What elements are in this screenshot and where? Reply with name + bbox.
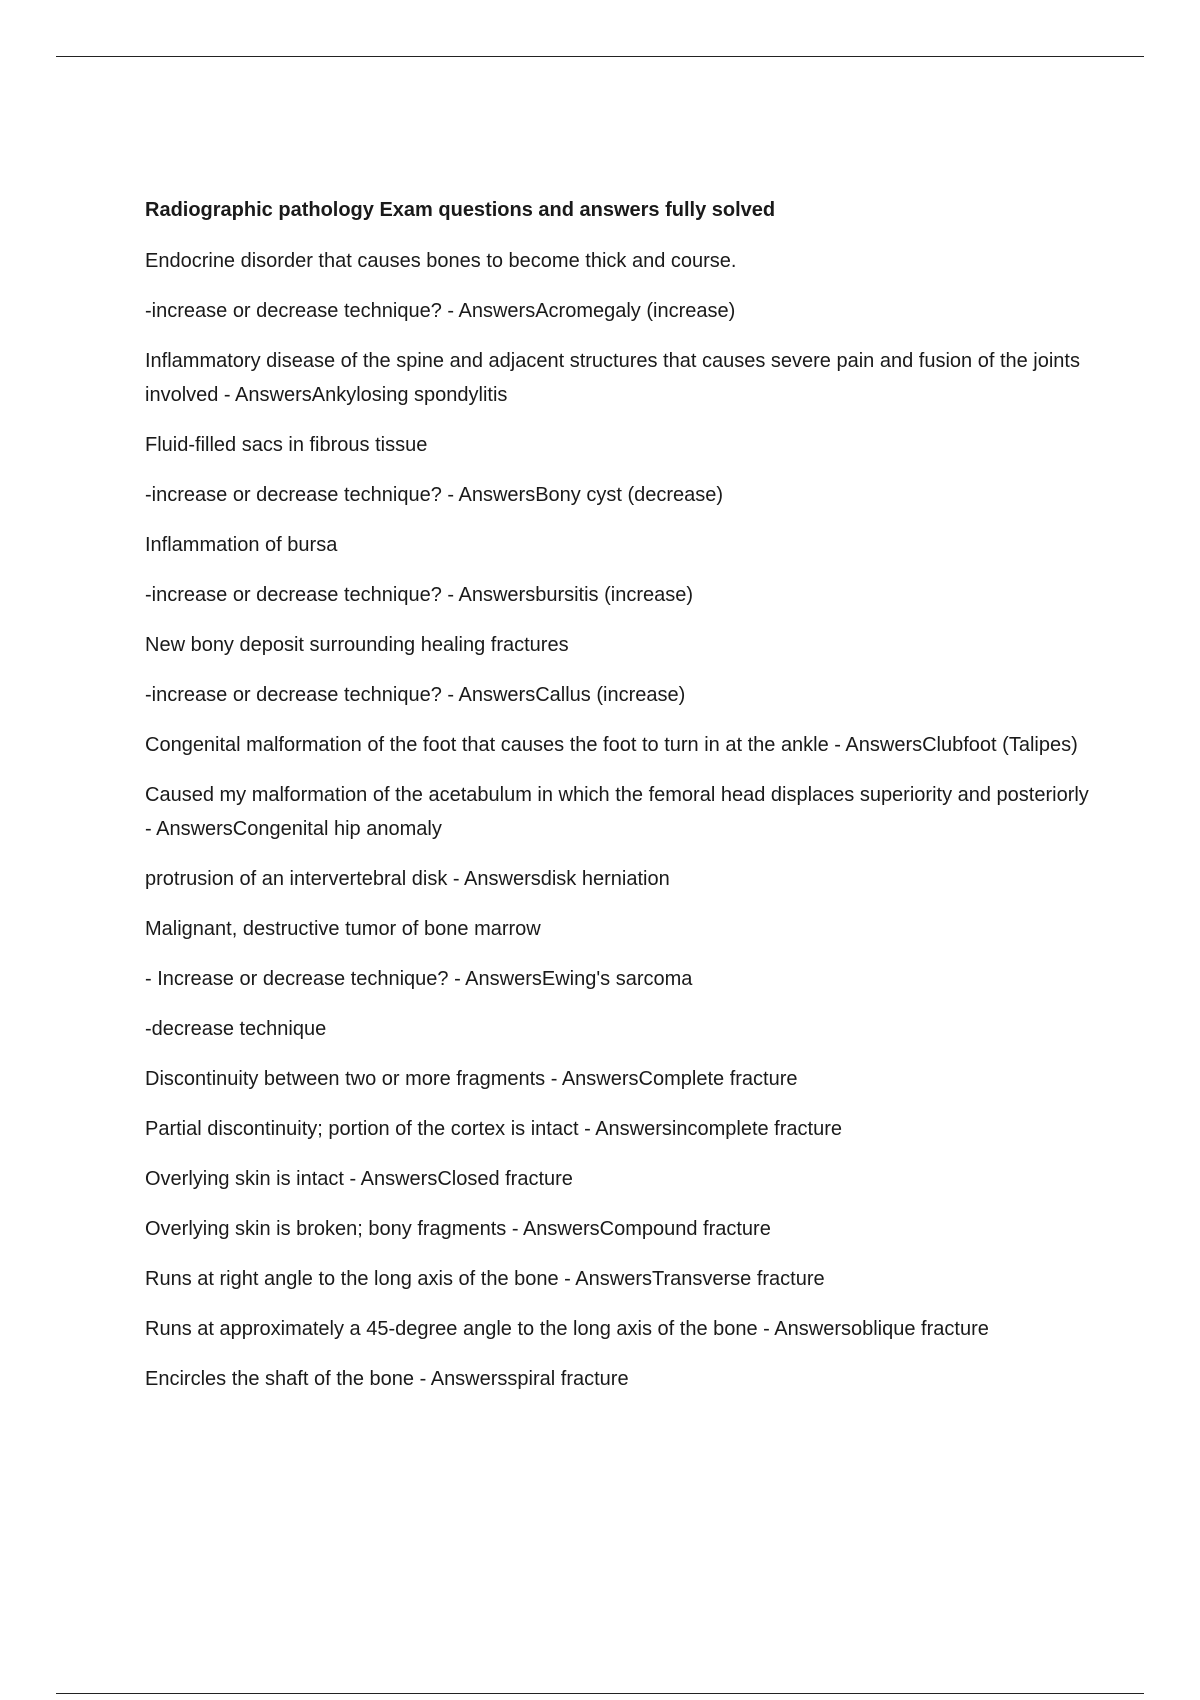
qa-paragraph: Runs at approximately a 45-degree angle to the long axis of the bone - Answersoblique fracture bbox=[145, 1318, 989, 1340]
qa-paragraph: Caused my malformation of the acetabulum in which the femoral head displaces superiority and posteriorly - AnswersCongenital hip anomaly bbox=[145, 784, 1089, 840]
qa-paragraph: -increase or decrease technique? - AnswersAcromegaly (increase) bbox=[145, 300, 736, 322]
qa-paragraph: protrusion of an intervertebral disk - Answersdisk herniation bbox=[145, 868, 670, 890]
qa-paragraph: Partial discontinuity; portion of the cortex is intact - Answersincomplete fracture bbox=[145, 1118, 842, 1140]
qa-paragraph: Fluid-filled sacs in fibrous tissue bbox=[145, 434, 428, 456]
qa-list bbox=[145, 244, 1095, 1396]
document-body bbox=[145, 195, 1095, 1412]
qa-paragraph: -increase or decrease technique? - AnswersCallus (increase) bbox=[145, 684, 686, 706]
qa-paragraph: Congenital malformation of the foot that causes the foot to turn in at the ankle - AnswersClubfoot (Talipes) bbox=[145, 734, 1078, 756]
qa-paragraph: Encircles the shaft of the bone - Answersspiral fracture bbox=[145, 1368, 629, 1390]
qa-paragraph: Inflammation of bursa bbox=[145, 534, 338, 556]
header-rule bbox=[56, 56, 1144, 57]
qa-paragraph: -decrease technique bbox=[145, 1018, 327, 1040]
qa-paragraph: Endocrine disorder that causes bones to become thick and course. bbox=[145, 250, 737, 272]
qa-paragraph: Overlying skin is broken; bony fragments - AnswersCompound fracture bbox=[145, 1218, 771, 1240]
footer-rule bbox=[56, 1693, 1144, 1694]
qa-paragraph: Overlying skin is intact - AnswersClosed fracture bbox=[145, 1168, 573, 1190]
qa-paragraph: Discontinuity between two or more fragments - AnswersComplete fracture bbox=[145, 1068, 798, 1090]
qa-paragraph: Inflammatory disease of the spine and adjacent structures that causes severe pain and fusion of the joints involved - AnswersAnkylosing spondylitis bbox=[145, 350, 1080, 406]
document-title: Radiographic pathology Exam questions and answers fully solved bbox=[145, 199, 776, 221]
qa-paragraph: - Increase or decrease technique? - AnswersEwing's sarcoma bbox=[145, 968, 693, 990]
qa-paragraph: New bony deposit surrounding healing fractures bbox=[145, 634, 569, 656]
qa-paragraph: Malignant, destructive tumor of bone marrow bbox=[145, 918, 541, 940]
qa-paragraph: -increase or decrease technique? - AnswersBony cyst (decrease) bbox=[145, 484, 724, 506]
qa-paragraph: Runs at right angle to the long axis of the bone - AnswersTransverse fracture bbox=[145, 1268, 825, 1290]
qa-paragraph: -increase or decrease technique? - Answersbursitis (increase) bbox=[145, 584, 694, 606]
